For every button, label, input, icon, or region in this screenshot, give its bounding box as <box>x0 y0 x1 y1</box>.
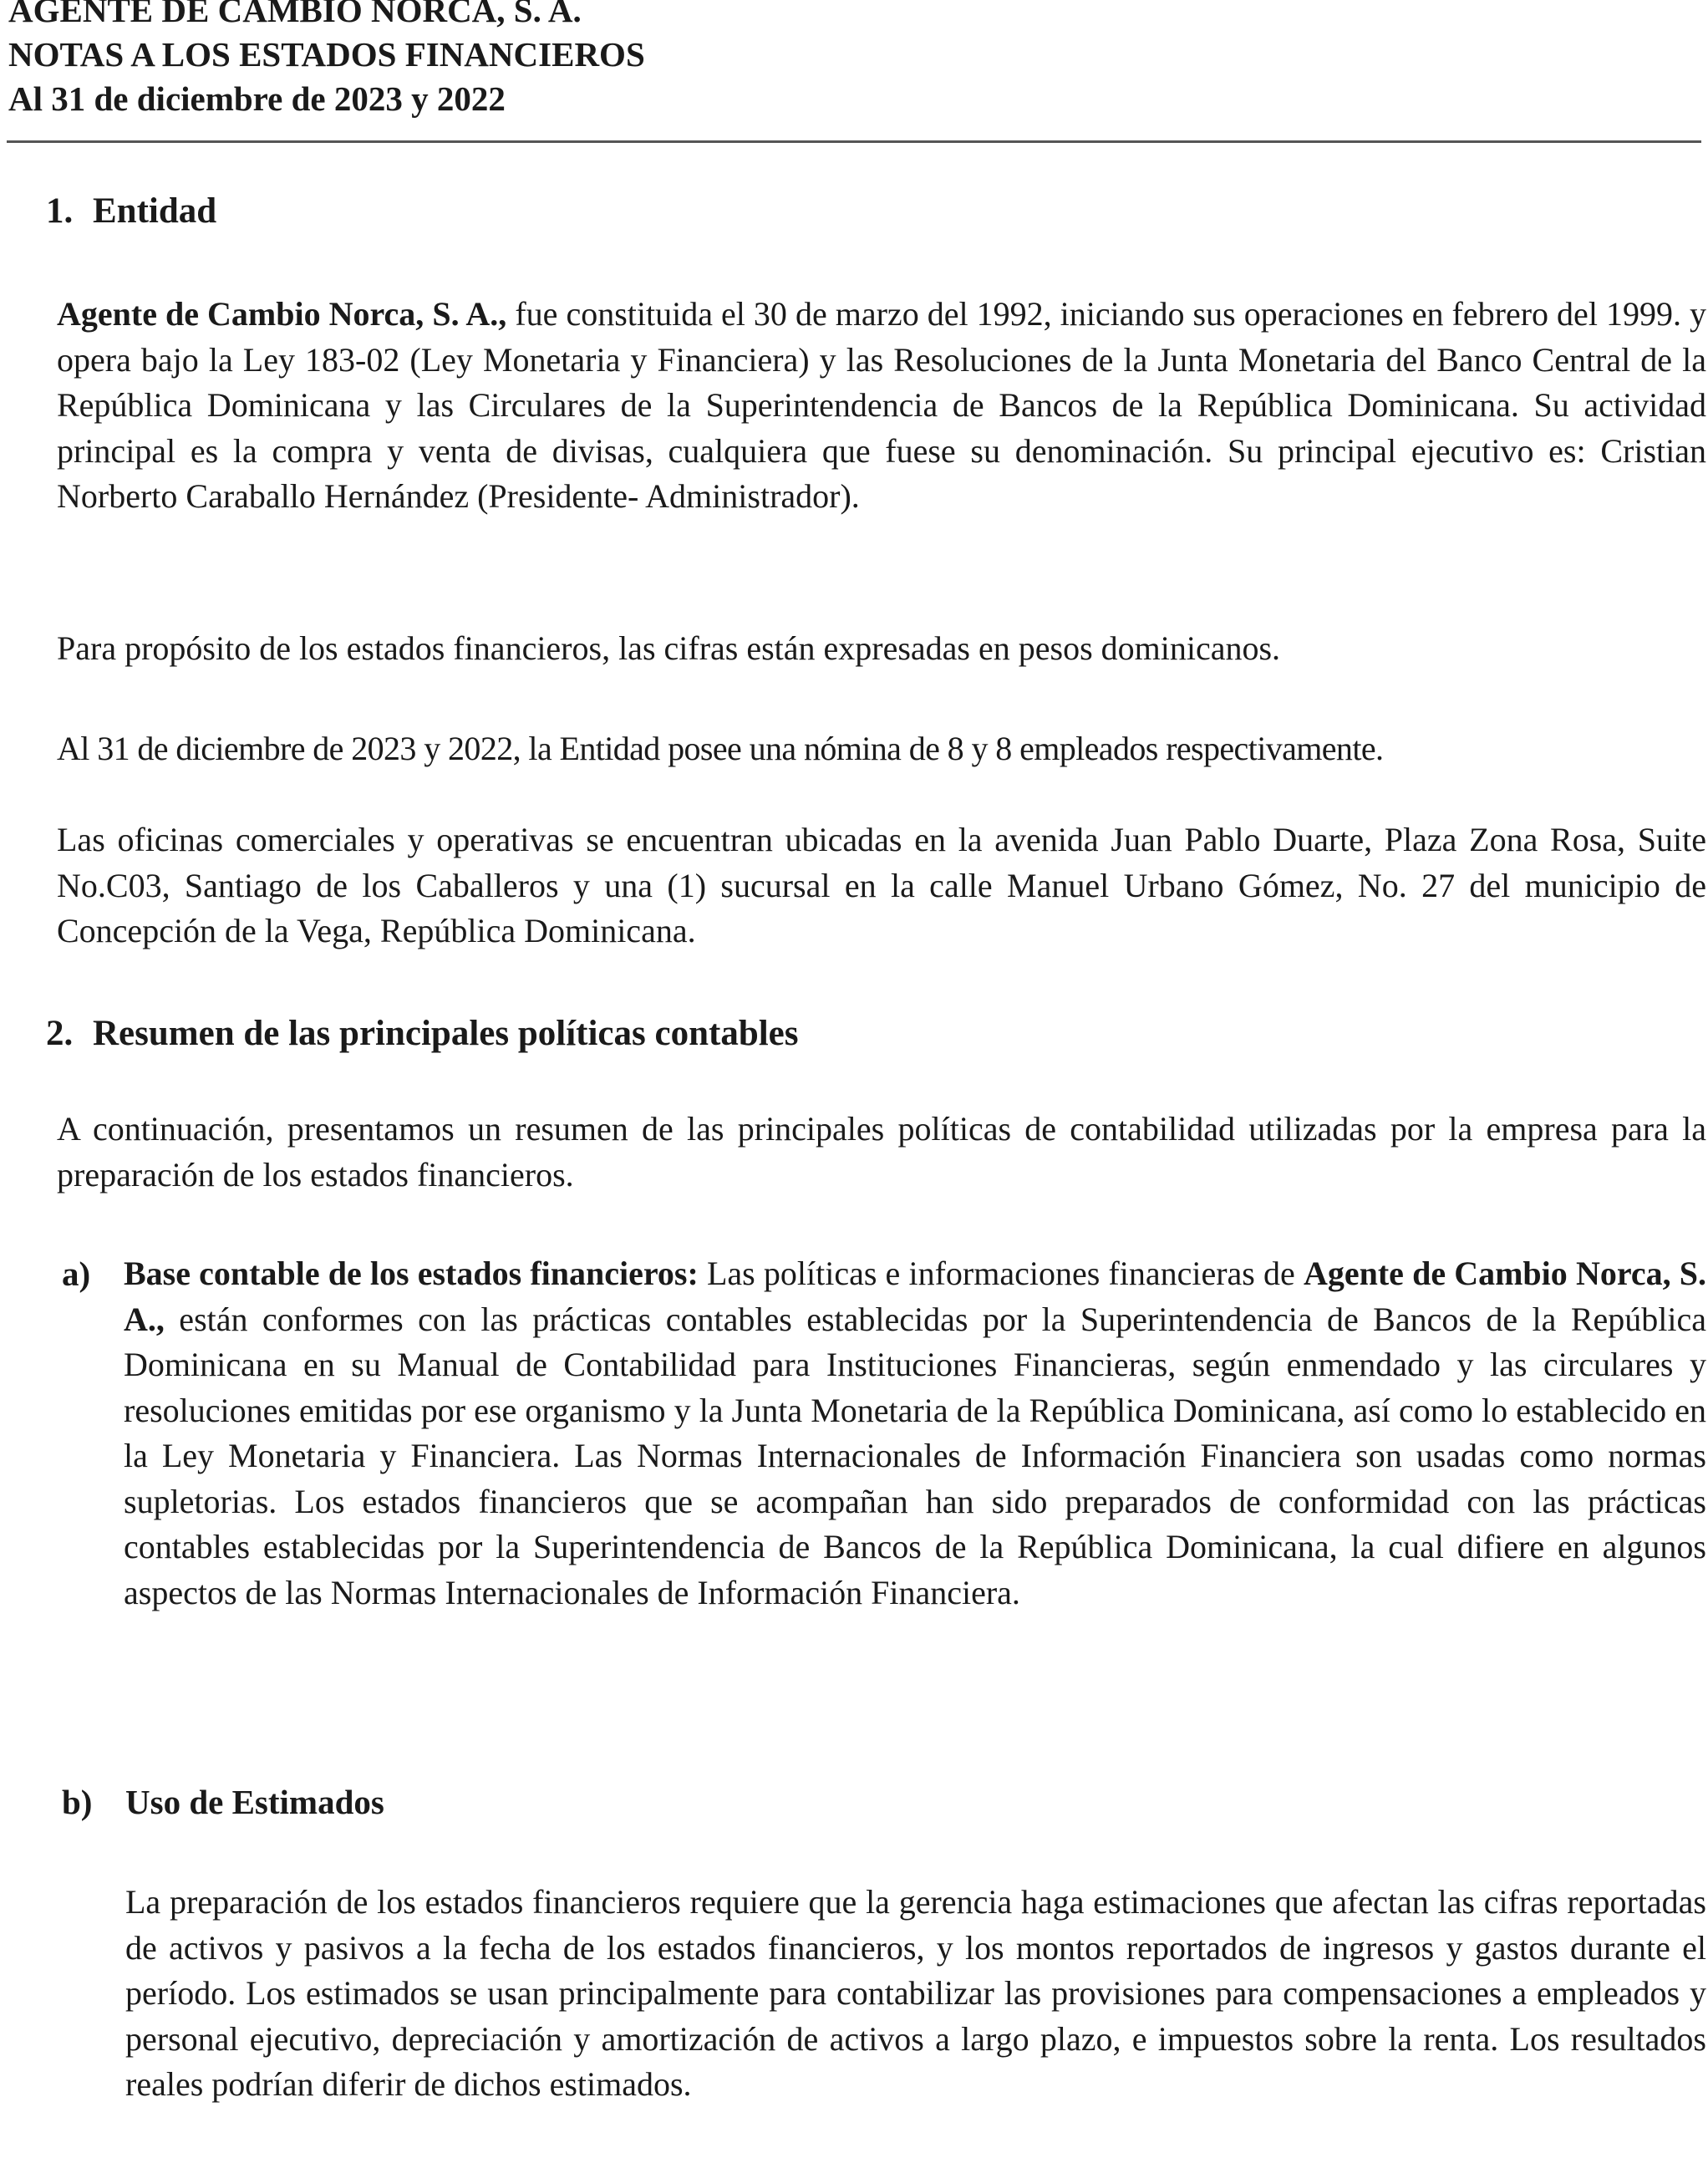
company-name: AGENTE DE CAMBIO NORCA, S. A. <box>8 0 582 29</box>
section-1-paragraph-4: Las oficinas comerciales y operativas se encuentran ubicadas en la avenida Juan Pablo Duarte, Plaza Zona Rosa, Suite No.C03, Santiago de los Caballeros y una (1) sucursal en la calle Manuel Urbano Gómez, No. 27 del municipio de Concepción de la Vega, República Dominicana. <box>57 821 1706 949</box>
item-a-text-2: están conformes con las prácticas contables establecidas por la Superintendencia de Bancos de la República Dominicana en su Manual de Contabilidad para Instituciones Financieras, según enmendado y las circulares y resoluciones emitidas por ese organismo y la Junta Monetaria de la República Dominicana, así como lo establecido en la Ley Monetaria y Financiera. Las Normas Internacionales de Información Financiera son usadas como normas supletorias. Los estados financieros que se acompañan han sido preparados de conformidad con las prácticas contables establecidas por la Superintendencia de Bancos de la República Dominicana, la cual difiere en algunos aspectos de las Normas Internacionales de Información Financiera. <box>124 1300 1706 1611</box>
section-1-paragraph-1-text: fue constituida el 30 de marzo del 1992, iniciando sus operaciones en febrero del 1999. y opera bajo la Ley 183-02 (Ley Monetaria y Financiera) y las Resoluciones de la Junta Monetaria del Banco Central de la República Dominicana y las Circulares de la Superintendencia de Bancos de la República Dominicana. Su actividad principal es la compra y venta de divisas, cualquiera que fuese su denominación. Su principal ejecutivo es: Cristian Norberto Caraballo Hernández (Presidente- Administrador). <box>57 295 1707 515</box>
section-1-paragraph-3: Al 31 de diciembre de 2023 y 2022, la Entidad posee una nómina de 8 y 8 empleados respectivamente. <box>57 730 1384 767</box>
section-2-heading <box>46 1010 799 1057</box>
item-a-entity-name: Agente de Cambio Norca, S. A., <box>124 1255 1707 1338</box>
item-b-title: Uso de Estimados <box>125 1783 384 1821</box>
document-date: Al 31 de diciembre de 2023 y 2022 <box>8 79 506 118</box>
entity-name: Agente de Cambio Norca, S. A., <box>57 295 507 333</box>
section-1-number: 1. <box>46 191 74 231</box>
item-a-paragraph <box>124 1251 1706 1616</box>
item-a-label: a) <box>62 1255 91 1293</box>
header-divider <box>7 140 1701 143</box>
document-header <box>8 0 1700 121</box>
item-b-label: b) <box>62 1783 93 1821</box>
section-1-title: Entidad <box>93 191 217 231</box>
section-1-paragraph-2: Para propósito de los estados financieros, las cifras están expresadas en pesos dominicanos. <box>57 629 1281 667</box>
section-2-title: Resumen de las principales políticas contables <box>93 1014 799 1053</box>
section-1-heading <box>46 188 216 235</box>
item-a-text-1: Las políticas e informaciones financieras de <box>698 1255 1304 1292</box>
section-1-paragraph-1 <box>57 292 1706 520</box>
item-a-lead: Base contable de los estados financieros: <box>124 1255 699 1292</box>
section-2-number: 2. <box>46 1014 74 1053</box>
section-2-intro: A continuación, presentamos un resumen de las principales políticas de contabilidad utilizadas por la empresa para la preparación de los estados financieros. <box>57 1110 1706 1194</box>
item-b-paragraph: La preparación de los estados financieros requiere que la gerencia haga estimaciones que afectan las cifras reportadas de activos y pasivos a la fecha de los estados financieros, y los montos reportados de ingresos y gastos durante el período. Los estimados se usan principalmente para contabilizar las provisiones para compensaciones a empleados y personal ejecutivo, depreciación y amortización de activos a largo plazo, e impuestos sobre la renta. Los resultados reales podrían diferir de dichos estimados. <box>125 1883 1706 2103</box>
document-title: NOTAS A LOS ESTADOS FINANCIEROS <box>8 35 645 74</box>
